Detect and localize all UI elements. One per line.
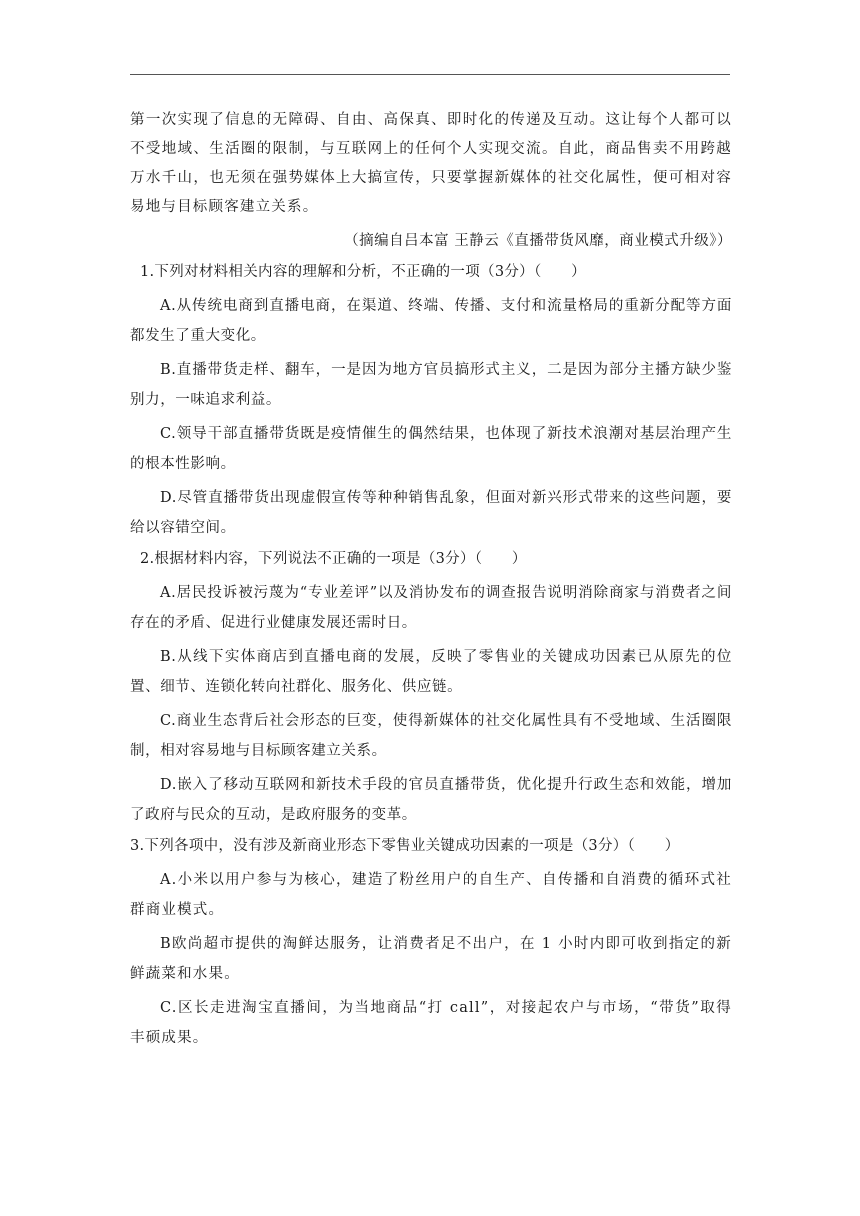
option-c: C.商业生态背后社会形态的巨变，使得新媒体的社交化属性具有不受地域、生活圈限制，相对容易地与目标顾客建立关系。 — [130, 713, 732, 759]
header-rule — [130, 74, 730, 75]
passage — [130, 106, 732, 222]
question-stem: 3.下列各项中，没有涉及新商业形态下零售业关键成功因素的一项是（3分）（ ） — [130, 838, 680, 854]
question-2 — [130, 545, 732, 830]
question-stem: 2.根据材料内容，下列说法不正确的一项是（3分）（ ） — [140, 551, 527, 567]
question-3 — [130, 832, 732, 1053]
question-stem: 1.下列对材料相关内容的理解和分析，不正确的一项（3分）（ ） — [140, 264, 586, 280]
option-b: B.从线下实体商店到直播电商的发展，反映了零售业的关键成功因素已从原先的位置、细节、连锁化转向社群化、服务化、供应链。 — [130, 649, 732, 695]
option-a: A.小米以用户参与为核心，建造了粉丝用户的自生产、自传播和自消费的循环式社群商业模式。 — [130, 872, 732, 918]
passage-paragraph: 第一次实现了信息的无障碍、自由、高保真、即时化的传递及互动。这让每个人都可以不受地域、生活圈的限制，与互联网上的任何个人实现交流。自此，商品售卖不用跨越万水千山，也无须在强势媒体上大搞宣传，只要掌握新媒体的社交化属性，便可相对容易地与目标顾客建立关系。 — [130, 112, 732, 215]
option-a: A.居民投诉被污蔑为“专业差评”以及消协发布的调查报告说明消除商家与消费者之间存在的矛盾、促进行业健康发展还需时日。 — [130, 585, 732, 631]
option-a: A.从传统电商到直播电商，在渠道、终端、传播、支付和流量格局的重新分配等方面都发生了重大变化。 — [130, 298, 732, 344]
passage-source: （摘编自吕本富 王静云《直播带货风靡，商业模式升级》） — [344, 233, 732, 249]
option-d: D.嵌入了移动互联网和新技术手段的官员直播带货，优化提升行政生态和效能，增加了政府与民众的互动，是政府服务的变革。 — [130, 777, 732, 823]
option-c: C.领导干部直播带货既是疫情催生的偶然结果，也体现了新技术浪潮对基层治理产生的根本性影响。 — [130, 426, 732, 472]
option-b: B欧尚超市提供的淘鲜达服务，让消费者足不出户，在 1 小时内即可收到指定的新鲜蔬菜和水果。 — [130, 936, 732, 982]
option-c: C.区长走进淘宝直播间，为当地商品“打 call”，对接起农户与市场，“带货”取得丰硕成果。 — [130, 1000, 732, 1046]
option-b: B.直播带货走样、翻车，一是因为地方官员搞形式主义，二是因为部分主播方缺少鉴别力，一味追求利益。 — [130, 362, 732, 408]
document-body — [130, 106, 732, 1053]
question-1 — [130, 258, 732, 543]
option-d: D.尽管直播带货出现虚假宣传等种种销售乱象，但面对新兴形式带来的这些问题，要给以容错空间。 — [130, 490, 732, 536]
